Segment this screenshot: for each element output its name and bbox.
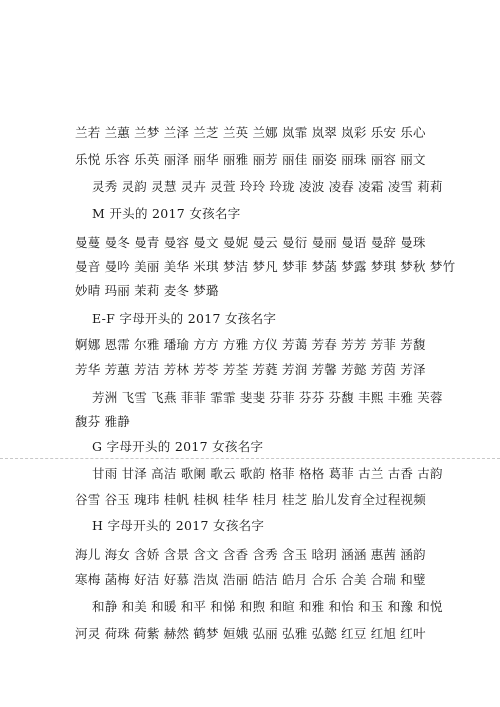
name-list-line: 寒梅 菡梅 好洁 好慕 浩岚 浩丽 皓洁 皓月 合乐 合美 合瑞 和璧 (75, 572, 426, 587)
name-list-line: 河灵 荷珠 荷紫 赫然 鹤梦 姮娥 弘丽 弘雅 弘懿 红豆 红旭 红叶 (75, 626, 426, 641)
name-list-line: 曼音 曼吟 美丽 美华 米琪 梦洁 梦凡 梦菲 梦菡 梦露 梦琪 梦秋 梦竹 (75, 259, 456, 274)
section-heading-m: M 开头的 2017 女孩名字 (92, 206, 241, 221)
name-list-line: 妙晴 玛丽 茉莉 麦冬 梦璐 (75, 283, 219, 298)
name-list-line: 芳华 芳蕙 芳洁 芳林 芳苓 芳荃 芳蕤 芳润 芳馨 芳懿 芳茵 芳泽 (75, 362, 426, 377)
name-list-line: 甘雨 甘泽 高洁 歌阑 歌云 歌韵 格菲 格格 葛菲 古兰 古香 古韵 (92, 466, 443, 481)
name-list-line: 兰若 兰蕙 兰梦 兰泽 兰芝 兰英 兰娜 岚霏 岚翠 岚彩 乐安 乐心 (75, 125, 426, 140)
name-list-line: 乐悦 乐容 乐英 丽泽 丽华 丽雅 丽芳 丽佳 丽姿 丽珠 丽容 丽文 (75, 152, 426, 167)
name-list-line: 芳洲 飞雪 飞燕 菲菲 霏霏 斐斐 芬菲 芬芬 芬馥 丰熙 丰雅 芙蓉 (92, 390, 443, 405)
section-heading-g: G 字母开头的 2017 女孩名字 (92, 439, 264, 454)
name-list-line: 灵秀 灵韵 灵慧 灵卉 灵萱 玲玲 玲珑 凌波 凌春 凌霜 凌雪 莉莉 (92, 179, 443, 194)
name-list-line: 馥芬 雅静 (75, 414, 130, 429)
name-list-line: 曼蔓 曼冬 曼青 曼容 曼文 曼妮 曼云 曼衍 曼丽 曼语 曼辞 曼珠 (75, 235, 426, 250)
page-divider (0, 458, 500, 459)
name-list-line: 和静 和美 和暖 和平 和悌 和煦 和暄 和雅 和怡 和玉 和豫 和悦 (92, 599, 443, 614)
name-list-line: 海儿 海女 含娇 含景 含文 含香 含秀 含玉 晗玥 涵涵 惠茜 涵韵 (75, 547, 426, 562)
name-list-line: 谷雪 谷玉 瑰玮 桂帆 桂枫 桂华 桂月 桂芝 胎儿发育全过程视频 (75, 492, 426, 507)
name-list-line: 婀娜 恩霈 尔雅 璠瑜 方方 方雅 方仪 芳蔼 芳春 芳芳 芳菲 芳馥 (75, 337, 426, 352)
section-heading-e-f: E-F 字母开头的 2017 女孩名字 (92, 311, 277, 326)
section-heading-h: H 字母开头的 2017 女孩名字 (92, 518, 265, 533)
